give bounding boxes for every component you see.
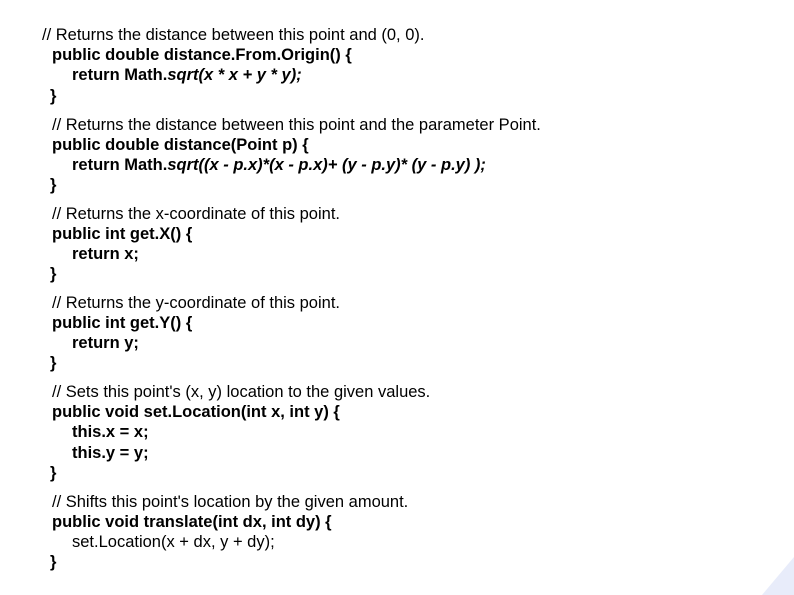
close-brace: }: [50, 176, 57, 194]
comment-set-location: // Sets this point's (x, y) location to the given values.: [52, 383, 431, 401]
close-brace: }: [50, 354, 57, 372]
signature-distance-from-origin: public double distance.From.Origin() {: [52, 46, 352, 64]
body-distance: [72, 155, 486, 175]
close-brace: }: [50, 87, 57, 105]
body-prefix: return Math.: [72, 156, 168, 174]
close-brace: }: [50, 553, 57, 571]
comment-translate: // Shifts this point's location by the given amount.: [52, 493, 409, 511]
body-set-location-x: this.x = x;: [72, 423, 149, 441]
comment-get-x: // Returns the x-coordinate of this point.: [52, 205, 340, 223]
signature-distance: public double distance(Point p) {: [52, 136, 309, 154]
corner-triangle: [762, 557, 794, 595]
signature-get-x: public int get.X() {: [52, 225, 193, 243]
body-get-y: return y;: [72, 334, 139, 352]
comment-distance: // Returns the distance between this point and the parameter Point.: [52, 116, 541, 134]
body-italic-expression: sqrt(x * x + y * y);: [167, 66, 302, 84]
close-brace: }: [50, 265, 57, 283]
close-brace: }: [50, 464, 57, 482]
body-translate: set.Location(x + dx, y + dy);: [72, 533, 275, 551]
body-set-location-y: this.y = y;: [72, 444, 149, 462]
body-prefix: return Math.: [72, 66, 168, 84]
body-distance-from-origin: [72, 65, 302, 85]
body-italic-expression: sqrt((x - p.x)*(x - p.x)+ (y - p.y)* (y - p.y) );: [167, 156, 486, 174]
signature-set-location: public void set.Location(int x, int y) {: [52, 403, 340, 421]
signature-get-y: public int get.Y() {: [52, 314, 193, 332]
body-get-x: return x;: [72, 245, 139, 263]
corner-decoration: [762, 557, 794, 595]
signature-translate: public void translate(int dx, int dy) {: [52, 513, 332, 531]
comment-distance-from-origin: // Returns the distance between this point and (0, 0).: [42, 26, 425, 44]
comment-get-y: // Returns the y-coordinate of this point.: [52, 294, 340, 312]
